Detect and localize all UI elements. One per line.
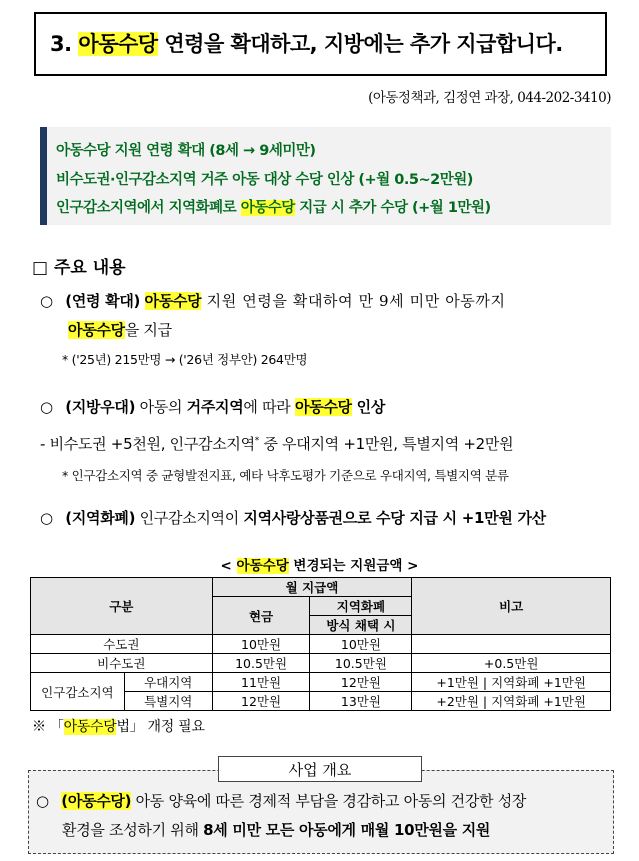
item3-pre: 인구감소지역이 [135,509,244,527]
summary-line-1-rest: 지원 연령 확대 (8세 → 9세미만) [110,143,316,159]
section-title: □ 주요 내용 [32,258,126,278]
cell-cash: 12만원 [212,692,310,711]
table-caption [0,554,639,574]
item2-dash-star: * [254,436,259,446]
summary-accent-bar [40,127,47,225]
item2-dash-pre: - 비수도권 +5천원, 인구감소지역 [40,435,255,453]
overview-bullet: ○ [36,792,49,810]
cell-note: +0.5만원 [412,654,611,673]
cell-note: +1만원 | 지역화폐 +1만원 [412,673,611,692]
cell-local: 10만원 [310,635,412,654]
title-highlight: 아동수당 [78,32,158,56]
header-gubun: 구분 [31,578,213,635]
header-monthly: 월 지급액 [212,578,412,597]
item2-dash-post: 중 우대지역 +1만원, 특별지역 +2만원 [258,435,514,453]
law-note [32,716,205,736]
header-local-currency-1: 지역화폐 [310,597,412,616]
table-caption-post: 변경되는 지원금액 > [288,558,419,574]
title-rest: 연령을 확대하고, 지방에는 추가 지급합니다. [157,32,563,56]
cell-local: 13만원 [310,692,412,711]
overview-tab: 사업 개요 [218,756,422,782]
item2-heading: (지방우대) [65,398,136,416]
department-contact: (아동정책과, 김정연 과장, 044-202-3410) [368,90,611,106]
table-caption-highlight: 아동수당 [236,558,289,574]
header-note: 비고 [412,578,611,635]
overview-line-2-pre: 환경을 조성하기 위해 [62,821,204,839]
item3-bold: 지역사랑상품권으로 수당 지급 시 +1만원 가산 [243,509,546,527]
overview-line-1-rest: 아동 양육에 따른 경제적 부담을 경감하고 아동의 건강한 성장 [131,792,527,810]
cell-local: 12만원 [310,673,412,692]
cell-cash: 10.5만원 [212,654,310,673]
table-row [31,654,611,673]
cell-note: +2만원 | 지역화폐 +1만원 [412,692,611,711]
cell-cash: 11만원 [212,673,310,692]
cell-cash: 10만원 [212,635,310,654]
item3-bullet: ○ [40,509,53,527]
title-number: 3. [50,32,72,56]
item2-pre: 아동의 [135,398,187,416]
item1-line-2-rest: 을 지급 [124,321,172,339]
item2-dash-line [40,433,513,454]
item2-bullet: ○ [40,398,53,416]
table-caption-pre: < [220,558,237,574]
item2-line-1 [40,396,385,417]
page-title [50,28,563,58]
item3-heading: (지역화폐) [65,509,136,527]
table-row [31,635,611,654]
row-label: 수도권 [31,635,213,654]
overview-line-1 [36,790,526,811]
summary-line-1 [56,139,315,160]
item1-bullet: ○ [40,292,53,310]
row-label: 비수도권 [31,654,213,673]
item1-rest: 지원 연령을 확대하여 만 9세 미만 아동까지 [201,292,506,310]
law-note-highlight: 아동수당 [63,719,117,735]
overview-highlight: (아동수당) [61,792,132,810]
summary-line-3-highlight: 아동수당 [240,200,295,216]
item2-note: * 인구감소지역 중 균형발전지표, 예타 낙후도평가 기준으로 우대지역, 특별지역 분류 [62,468,509,483]
item2-bold: 거주지역 [186,398,244,416]
item1-heading: (연령 확대) [65,292,141,310]
law-note-pre: ※ 「 [32,719,64,735]
summary-line-3-post: 지급 시 추가 수당 (+월 1만원) [294,200,491,216]
item2-highlight: 아동수당 [294,398,352,416]
item2-mid: 에 따라 [243,398,295,416]
cell-note [412,635,611,654]
item1-line-2-highlight: 아동수당 [68,321,125,339]
header-local-currency-2: 방식 채택 시 [310,616,412,635]
overview-line-2 [62,819,490,840]
allowance-table [30,577,611,711]
item1-note: * ('25년) 215만명 → ('26년 정부안) 264만명 [62,352,308,367]
summary-line-2: 비수도권·인구감소지역 거주 아동 대상 수당 인상 (+월 0.5~2만원) [56,172,473,188]
header-cash: 현금 [212,597,310,635]
law-note-post: 법」 개정 필요 [116,719,205,735]
summary-line-3 [56,196,491,217]
row-label: 우대지역 [124,673,212,692]
cell-local: 10.5만원 [310,654,412,673]
item1-line-2 [68,319,172,340]
overview-line-2-bold: 8세 미만 모든 아동에게 매월 10만원을 지원 [203,821,491,839]
summary-line-3-pre: 인구감소지역에서 지역화폐로 [56,200,241,216]
item1-line-1 [40,290,506,311]
item2-post: 인상 [351,398,386,416]
item1-highlight: 아동수당 [144,292,202,310]
row-group-label: 인구감소지역 [31,673,125,711]
item3-line-1 [40,507,546,528]
table-row [31,673,611,692]
row-label: 특별지역 [124,692,212,711]
summary-line-1-highlight: 아동수당 [56,143,111,159]
